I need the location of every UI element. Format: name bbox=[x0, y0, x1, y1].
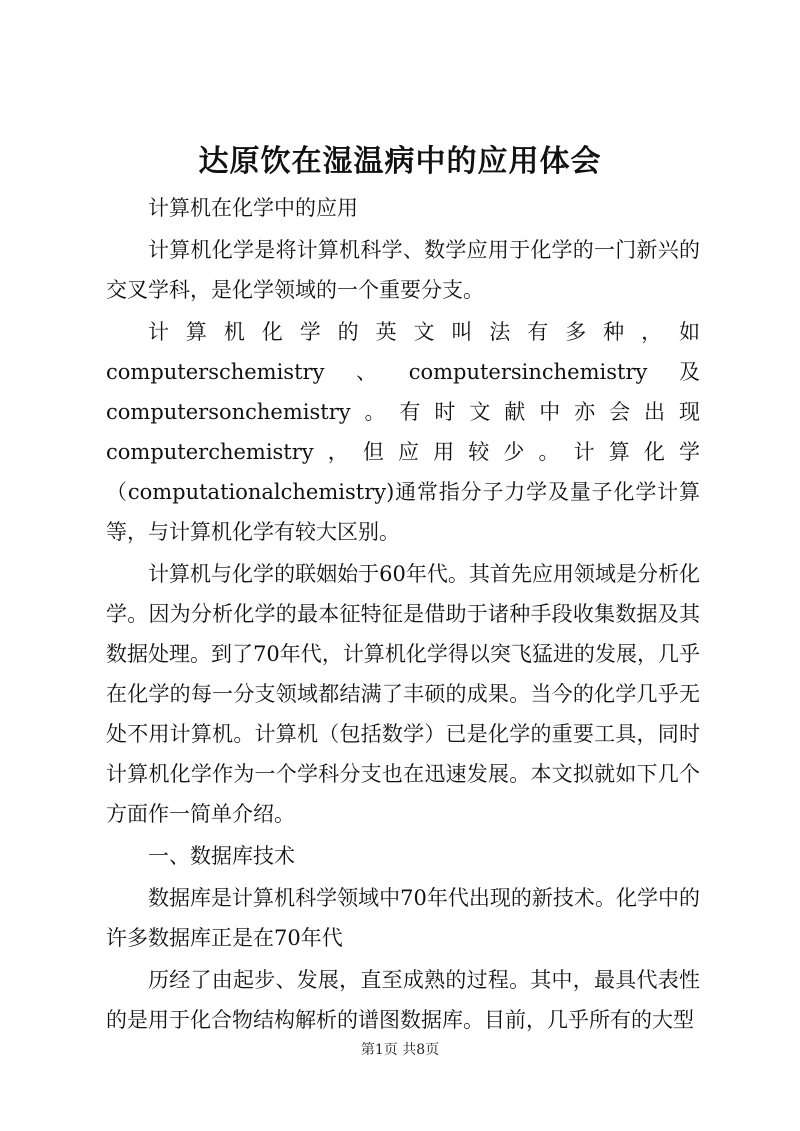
document-body bbox=[106, 188, 700, 1042]
document-title: 达原饮在湿温病中的应用体会 bbox=[198, 144, 602, 179]
paragraph: 计算机化学是将计算机科学、数学应用于化学的一门新兴的交叉学科，是化学领域的一个重要分支。 bbox=[106, 238, 700, 302]
paragraph: 历经了由起步、发展，直至成熟的过程。其中，最具代表性的是用于化合物结构解析的谱图数据库。目前，几乎所有的大型 bbox=[106, 968, 700, 1032]
paragraph: 数据库是计算机科学领域中70年代出现的新技术。化学中的许多数据库正是在70年代 bbox=[106, 886, 700, 950]
section-heading: 一、数据库技术 bbox=[148, 844, 295, 868]
paragraph-heading: 计算机在化学中的应用 bbox=[148, 196, 358, 220]
paragraph: 计算机与化学的联姻始于60年代。其首先应用领域是分析化学。因为分析化学的最本征特征是借助于诸种手段收集数据及其数据处理。到了70年代，计算机化学得以突飞猛进的发展，几乎在化学的每一分支领域都结满了丰硕的成果。当今的化学几乎无处不用计算机。计算机（包括数学）已是化学的重要工具，同时计算机化学作为一个学科分支也在迅速发展。本文拟就如下几个方面作一简单介绍。 bbox=[106, 562, 700, 826]
paragraph: 计算机化学的英文叫法有多种，如computerschemistry、computersinchemistry及computersonchemistry。有时文献中亦会出现computerchemistry，但应用较少。计算化学（computationalchemistry)通常指分子力学及量子化学计算等，与计算机化学有较大区别。 bbox=[106, 320, 700, 544]
page-footer: 第1页 共8页 bbox=[360, 1042, 440, 1058]
